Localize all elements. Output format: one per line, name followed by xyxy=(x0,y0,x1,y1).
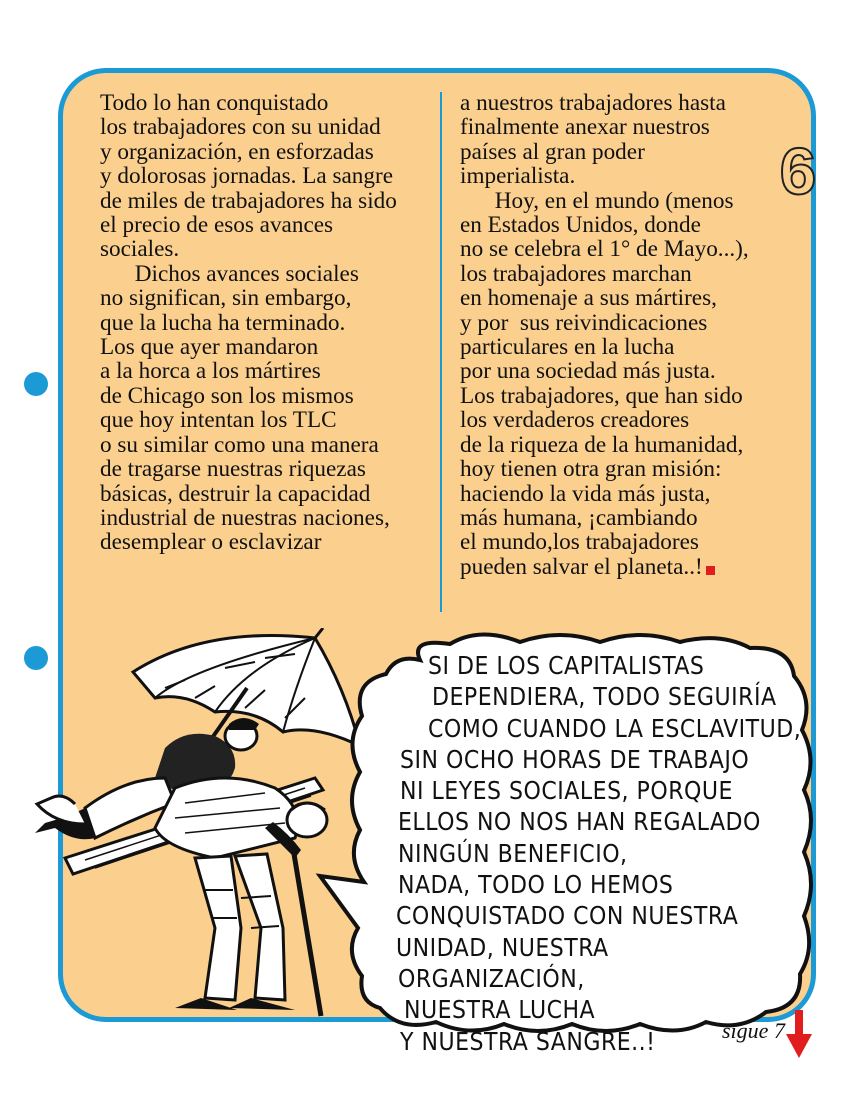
bubble-line: NADA, TODO LO HEMOS xyxy=(398,870,674,900)
text-line: de tragarse nuestras riquezas xyxy=(100,456,366,483)
text-line: de miles de trabajadores ha sido xyxy=(100,187,397,214)
text-line: sociales. xyxy=(100,236,180,263)
column-divider xyxy=(440,92,442,612)
text-line: y dolorosas jornadas. La sangre xyxy=(100,163,393,190)
text-line: Los que ayer mandaron xyxy=(100,334,319,361)
text-line: por una sociedad más justa. xyxy=(460,358,716,385)
text-line: Hoy, en el mundo (menos xyxy=(460,187,734,214)
bubble-line: Y NUESTRA SANGRE..! xyxy=(400,1026,656,1056)
text-line: no significan, sin embargo, xyxy=(100,285,352,312)
text-line: pueden salvar el planeta..! xyxy=(460,553,703,580)
text-line: haciendo la vida más justa, xyxy=(460,480,711,507)
left-column-text xyxy=(100,91,435,555)
text-line: básicas, destruir la capacidad xyxy=(100,480,371,507)
bubble-line: CONQUISTADO CON NUESTRA xyxy=(396,901,739,931)
text-line: a nuestros trabajadores hasta xyxy=(460,90,726,116)
text-line: imperialista. xyxy=(460,163,576,190)
text-line: en homenaje a sus mártires, xyxy=(460,285,717,312)
text-line: los trabajadores marchan xyxy=(460,260,692,287)
bubble-line: SI DE LOS CAPITALISTAS xyxy=(428,651,705,680)
text-line: y organización, en esforzadas xyxy=(100,138,374,165)
binder-hole-icon xyxy=(24,372,48,396)
text-line-final xyxy=(460,555,795,579)
text-line: desemplear o esclavizar xyxy=(100,529,322,556)
bubble-line: ORGANIZACIÓN, xyxy=(398,963,585,993)
text-line: que hoy intentan los TLC xyxy=(100,407,337,434)
continue-label: sigue 7 xyxy=(722,1018,785,1043)
bubble-line: NUESTRA LUCHA xyxy=(404,995,596,1025)
text-line: finalmente anexar nuestros xyxy=(460,114,710,141)
page-number: 6 xyxy=(779,134,817,208)
text-line: el precio de esos avances xyxy=(100,212,334,239)
text-line: los verdaderos creadores xyxy=(460,407,690,434)
text-line: el mundo,los trabajadores xyxy=(460,529,699,556)
bubble-line: ELLOS NO NOS HAN REGALADO xyxy=(398,807,761,837)
text-line: países al gran poder xyxy=(460,138,645,165)
text-line: o su similar como una manera xyxy=(100,431,379,458)
right-column-text xyxy=(460,91,795,579)
speech-bubble-text xyxy=(390,650,820,1057)
bubble-line: SIN OCHO HORAS DE TRABAJO xyxy=(400,744,750,774)
text-line: y por sus reivindicaciones xyxy=(460,309,708,336)
text-line: de Chicago son los mismos xyxy=(100,382,354,409)
text-line: Todo lo han conquistado xyxy=(100,90,329,116)
text-line: que la lucha ha terminado. xyxy=(100,309,346,336)
text-line: de la riqueza de la humanidad, xyxy=(460,431,744,458)
down-arrow-icon xyxy=(786,1010,812,1058)
text-line: no se celebra el 1° de Mayo...), xyxy=(460,236,749,263)
bubble-line: DEPENDIERA, TODO SEGUIRÍA xyxy=(432,682,777,712)
end-mark-icon xyxy=(706,566,715,575)
text-line: más humana, ¡cambiando xyxy=(460,504,698,531)
text-line: en Estados Unidos, donde xyxy=(460,212,701,239)
bubble-line: UNIDAD, NUESTRA xyxy=(396,932,609,962)
text-line: particulares en la lucha xyxy=(460,334,675,361)
text-line: Dichos avances sociales xyxy=(100,260,359,287)
text-line: hoy tienen otra gran misión: xyxy=(460,456,722,483)
bubble-line: NINGÚN BENEFICIO, xyxy=(398,838,628,868)
text-line: industrial de nuestras naciones, xyxy=(100,504,390,531)
text-line: los trabajadores con su unidad xyxy=(100,114,381,141)
text-line: Los trabajadores, que han sido xyxy=(460,382,743,409)
text-line: a la horca a los mártires xyxy=(100,358,321,385)
bubble-line: COMO CUANDO LA ESCLAVITUD, xyxy=(428,713,802,743)
bubble-line: NI LEYES SOCIALES, PORQUE xyxy=(400,776,733,806)
